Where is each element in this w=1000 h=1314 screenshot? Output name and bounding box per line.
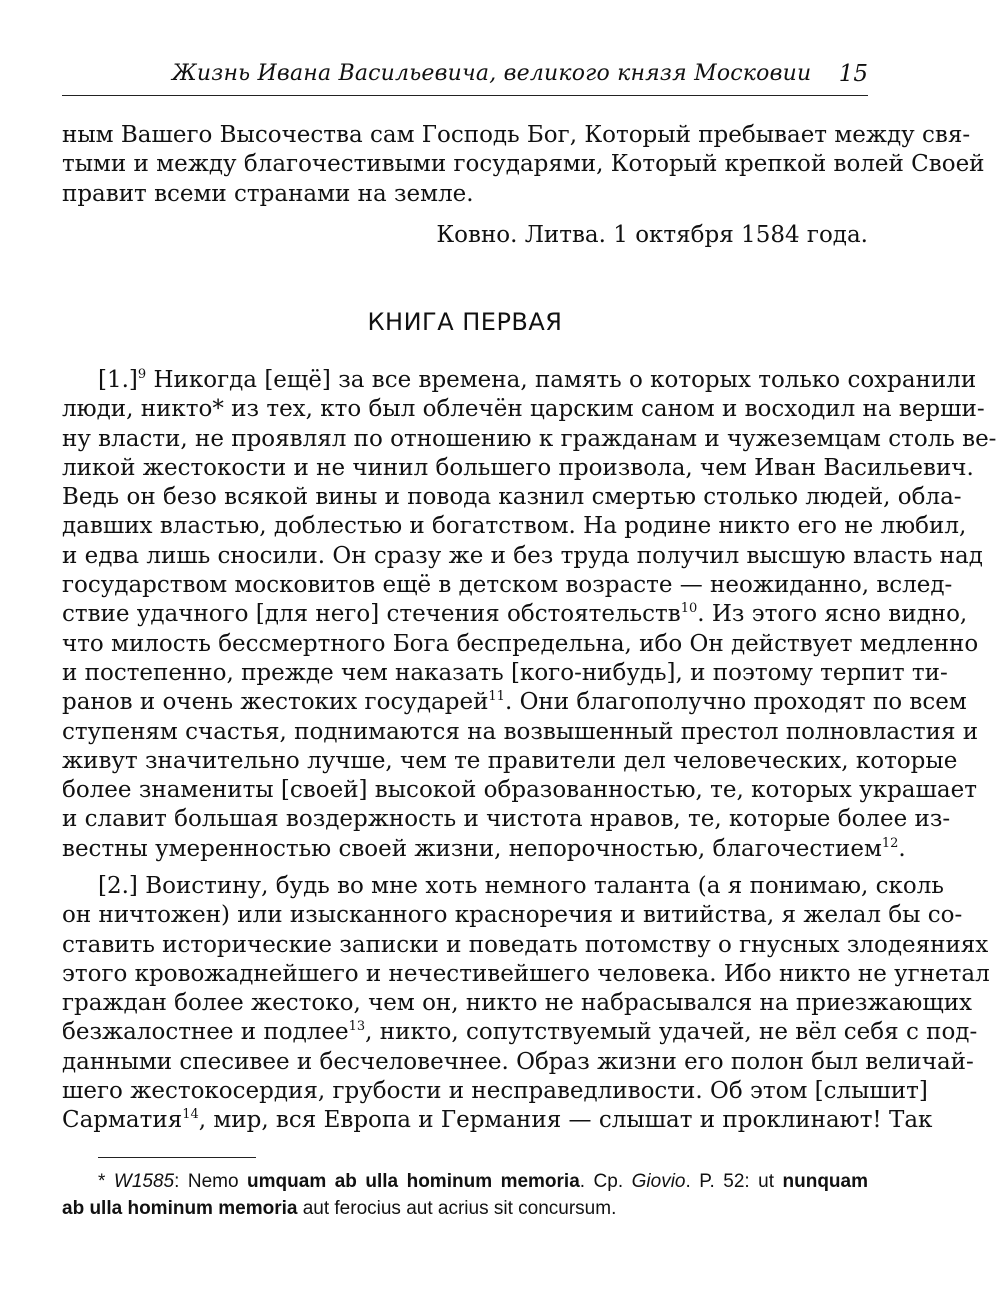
text-line [62, 630, 979, 659]
footnote [62, 1168, 868, 1222]
text-line [62, 600, 968, 629]
text-line [62, 989, 973, 1018]
text-line [62, 1077, 928, 1106]
text-line [62, 835, 906, 864]
text-line [62, 454, 974, 483]
text-run: этого кровожаднейшего и нечестивейшего человека. Ибо никто не угнетал [62, 960, 990, 987]
text-run: что милость бессмертного Бога беспредельна, ибо Он действует медленно [62, 630, 979, 657]
page-number: 15 [838, 61, 868, 87]
text-run: [1.] [98, 367, 138, 393]
text-line [62, 872, 944, 901]
text-run: . Из этого ясно видно, [697, 601, 968, 628]
text-run: государством московитов ещё в детском возрасте — неожиданно, вслед- [62, 572, 953, 599]
text-line [62, 1048, 974, 1077]
footnote-ref: 12 [881, 835, 899, 851]
text-run: ступеням счастья, поднимаются на возвышенный престол полновластия и [62, 718, 979, 745]
text-line: ным Вашего Высочества сам Господь Бог, Который пребывает между свя- [62, 122, 971, 148]
text-line [62, 395, 985, 424]
text-run: шего жестокосердия, грубости и несправедливости. Об этом [слышит] [62, 1078, 928, 1105]
paragraph-2 [62, 872, 990, 1136]
text-line [62, 512, 967, 541]
text-run: . Они благополучно проходят по всем [504, 689, 967, 716]
text-line: тыми и между благочестивыми государями, Который крепкой волей Своей [62, 151, 985, 178]
footnote-ref: 10 [680, 601, 698, 617]
text-run: и постепенно, прежде чем наказать [кого-нибудь], и поэтому терпит ти- [62, 659, 948, 686]
chapter-title: КНИГА ПЕРВАЯ [367, 308, 563, 336]
footnote-ref: 11 [488, 689, 505, 705]
text-run: он ничтожен) или изысканного красноречия и витийства, я желал бы со- [62, 902, 963, 929]
text-run: . P. 52: ut [685, 1171, 783, 1192]
text-run: , никто, сопутствуемый удачей, не вёл себя с под- [365, 1019, 978, 1046]
text-run: ствие удачного [для него] стечения обстоятельств [62, 601, 681, 628]
text-line [62, 1168, 868, 1195]
dedication-ending [62, 121, 985, 209]
bold-text: ab ulla hominum memoria [62, 1198, 298, 1219]
footnote-ref: 9 [137, 367, 147, 382]
text-run: ликой жестокости и не чинил большего произвола, чем Иван Васильевич. [62, 454, 974, 481]
text-run: , мир, вся Европа и Германия — слышат и проклинают! Так [198, 1107, 933, 1134]
text-run: Сарматия [62, 1107, 183, 1134]
text-line [62, 688, 967, 717]
text-run: aut ferocius aut acrius sit concursum. [297, 1198, 617, 1219]
text-line [62, 542, 983, 571]
text-line [62, 1106, 933, 1135]
text-line [62, 805, 951, 834]
footnote-ref: 14 [182, 1107, 199, 1123]
text-run: граждан более жестоко, чем он, никто не набрасывался на приезжающих [62, 990, 973, 1017]
footnote-ref: 13 [348, 1019, 366, 1035]
text-run: более знамениты [своей] высокой образованностью, те, которых украшает [62, 777, 977, 804]
text-run: безжалостнее и подлее [62, 1019, 349, 1046]
text-line [62, 1195, 868, 1222]
footnote-divider [98, 1157, 256, 1158]
text-run: . Cp. [579, 1171, 632, 1192]
text-run: и едва лишь сносили. Он сразу же и без труда получил высшую власть над [62, 542, 983, 569]
text-run: * [98, 1171, 114, 1192]
text-line [62, 718, 979, 747]
text-line [62, 483, 962, 512]
text-run: живут значительно лучше, чем те правители дел человеческих, которые [62, 747, 958, 774]
bold-text: nunquam [782, 1171, 868, 1192]
text-line: правит всеми странами на земле. [62, 180, 474, 207]
paragraph-1 [62, 366, 997, 864]
text-run: ну власти, не проявлял по отношению к гражданам и чужеземцам столь ве- [62, 425, 997, 452]
text-run: и славит большая воздержность и чистота нравов, те, которые более из- [62, 806, 951, 833]
text-line [62, 747, 958, 776]
text-run: Ведь он безо всякой вины и повода казнил смертью столько людей, обла- [62, 484, 962, 511]
text-line [62, 901, 963, 930]
text-run: ранов и очень жестоких государей [62, 689, 489, 716]
text-line [62, 425, 997, 454]
running-title: Жизнь Ивана Васильевича, великого князя Московии [172, 61, 812, 86]
italic-text: Giovio [631, 1171, 686, 1192]
text-line [62, 1018, 978, 1047]
text-run: люди, никто* из тех, кто был облечён царским саном и восходил на верши- [62, 396, 985, 423]
text-line [62, 776, 977, 805]
bold-text: umquam ab ulla hominum memoria [247, 1171, 580, 1192]
text-run: . [898, 835, 906, 862]
running-head [62, 55, 868, 96]
text-run: ставить исторические записки и поведать потомству о гнусных злодеяниях [62, 931, 989, 958]
text-line [62, 960, 990, 989]
italic-text: W1585 [113, 1171, 175, 1192]
text-run: [2.] Воистину, будь во мне хоть немного таланта (а я понимаю, сколь [98, 873, 944, 899]
text-run: вестны умеренностью своей жизни, непорочностью, благочестием [62, 835, 882, 862]
place-date: Ковно. Литва. 1 октября 1584 года. [436, 222, 868, 248]
text-line [62, 571, 953, 600]
text-line [62, 366, 977, 395]
text-run: : Nemo [174, 1171, 248, 1192]
text-run: Никогда [ещё] за все времена, память о которых только сохранили [146, 367, 977, 393]
book-page [62, 0, 997, 1314]
text-run: давших властью, доблестью и богатством. На родине никто его не любил, [62, 513, 967, 540]
text-line [62, 931, 989, 960]
text-line [62, 659, 948, 688]
text-run: данными спесивее и бесчеловечнее. Образ жизни его полон был величай- [62, 1048, 974, 1075]
